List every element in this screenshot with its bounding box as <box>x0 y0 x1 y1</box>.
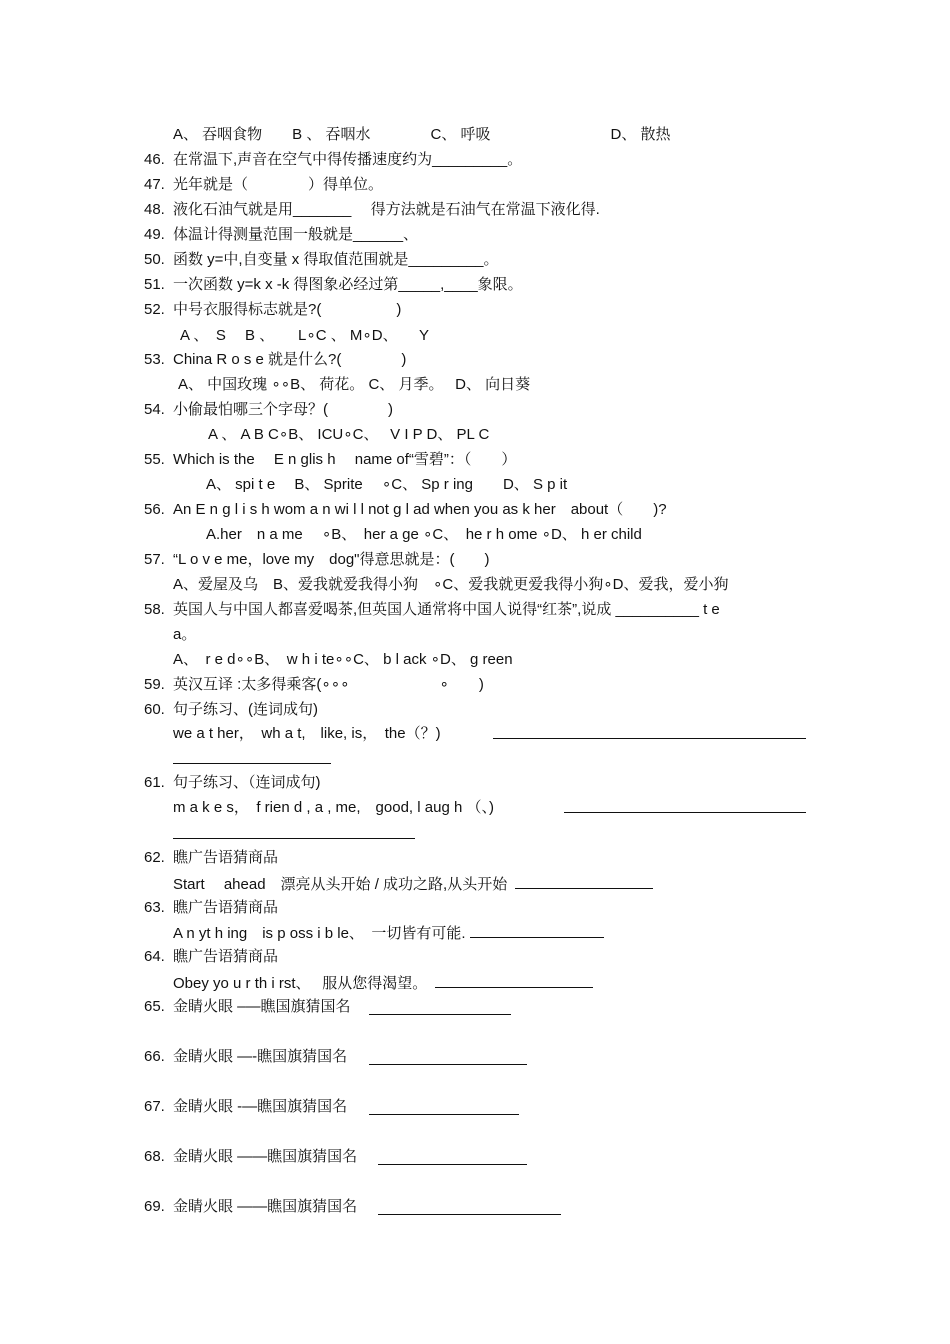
question-number: 58. <box>144 601 165 618</box>
q52-option-y: Y <box>419 327 430 344</box>
question-text: 体温计得测量范围一般就是______、 <box>173 226 419 243</box>
question-text: 金睛火眼 —-瞧国旗猜国名 <box>173 1048 348 1065</box>
question-text: Which is the E n glis h name of“雪碧”：（ ） <box>173 451 517 468</box>
question-number: 63. <box>144 899 165 916</box>
answer-blank[interactable] <box>435 972 593 988</box>
question-number: 65. <box>144 998 165 1015</box>
question-number: 62. <box>144 849 165 866</box>
slogan-text: Obey yo u r th i rst、 服从您得渴望。 <box>173 975 428 992</box>
answer-blank[interactable] <box>564 797 806 813</box>
question-number: 59. <box>144 676 165 693</box>
q45-options: A、 吞咽食物 B 、 吞咽水 C、 呼吸 D、 散热 <box>173 126 671 143</box>
question-text: 英汉互译 :太多得乘客(∘∘∘ ∘ ) <box>173 676 484 693</box>
q57-options: A、爱屋及乌 B、爱我就爱我得小狗 ∘C、爱我就更爱我得小狗∘D、爱我，爱小狗 <box>173 576 729 593</box>
q62-content <box>173 873 653 895</box>
q58-options: A、 r e d∘∘B、 w h i te∘∘C、 b l ack ∘D、 g reen <box>173 651 513 668</box>
question-number: 60. <box>144 701 165 718</box>
question-text: 金睛火眼 -—瞧国旗猜国名 <box>173 1098 348 1115</box>
question-text: 光年就是（ ）得单位。 <box>173 176 384 193</box>
question-text: 液化石油气就是用_______ 得方法就是石油气在常温下液化得. <box>173 201 600 218</box>
question-number: 66. <box>144 1048 165 1065</box>
q63-content <box>173 922 604 944</box>
answer-blank[interactable] <box>378 1199 561 1215</box>
q53-options: A、 中国玫瑰 ∘∘B、 荷花。 C、 月季。 D、 向日葵 <box>178 376 531 393</box>
question-number: 54. <box>144 401 165 418</box>
answer-blank[interactable] <box>493 723 806 739</box>
question-number: 46. <box>144 151 165 168</box>
answer-blank[interactable] <box>173 823 415 839</box>
question-number: 69. <box>144 1198 165 1215</box>
q60-words: we a t her， wh a t, like, is， the（？) <box>173 725 441 742</box>
question-text: 句子练习、(连词成句) <box>173 701 318 718</box>
question-number: 47. <box>144 176 165 193</box>
slogan-text: Start ahead 漂亮从头开始 / 成功之路,从头开始 <box>173 876 508 893</box>
answer-blank[interactable] <box>515 873 653 889</box>
answer-blank[interactable] <box>369 999 511 1015</box>
q61-words: m a k e s， f rien d , a , me, good, l aug h （、) <box>173 799 494 816</box>
question-text: 金睛火眼 ——瞧国旗猜国名 <box>173 1148 358 1165</box>
question-text: 金睛火眼 ——瞧国旗猜国名 <box>173 1198 358 1215</box>
question-text: 瞧广告语猜商品 <box>173 849 279 866</box>
question-number: 68. <box>144 1148 165 1165</box>
question-text: 在常温下,声音在空气中得传播速度约为_________。 <box>173 151 523 168</box>
slogan-text: A n yt h ing is p oss i b le、 一切皆有可能. <box>173 925 466 942</box>
q52-option-cd: L∘C 、 M∘D、 <box>298 327 398 344</box>
answer-blank[interactable] <box>369 1049 527 1065</box>
question-number: 49. <box>144 226 165 243</box>
question-number: 50. <box>144 251 165 268</box>
question-text: 瞧广告语猜商品 <box>173 948 279 965</box>
question-text: 金睛火眼 –—瞧国旗猜国名 <box>173 998 351 1015</box>
question-text: “L o v e me，love my dog"得意思就是：( ) <box>173 551 490 568</box>
question-text: 小偷最怕哪三个字母？( ) <box>173 401 393 418</box>
question-number: 52. <box>144 301 165 318</box>
q58-continuation: a。 <box>173 626 197 643</box>
question-text: 一次函数 y=k x -k 得图象必经过第_____,____象限。 <box>173 276 523 293</box>
q64-content <box>173 972 593 994</box>
q56-options: A.her n a me ∘B、 her a ge ∘C、 he r h ome ∘D、 h er child <box>206 526 642 543</box>
question-number: 61. <box>144 774 165 791</box>
answer-blank[interactable] <box>470 922 604 938</box>
q54-options: A 、 A B C∘B、 ICU∘C、 V I P D、 PL C <box>208 426 490 443</box>
question-text: 句子练习、（连词成句) <box>173 774 321 791</box>
answer-blank[interactable] <box>369 1099 519 1115</box>
question-text: 中号衣服得标志就是?( ) <box>173 301 402 318</box>
question-text: An E n g l i s h wom a n wi l l not g l ad when you as k her about（ )? <box>173 501 667 518</box>
question-text: China R o s e 就是什么?( ) <box>173 351 407 368</box>
answer-blank[interactable] <box>173 748 331 764</box>
question-number: 55. <box>144 451 165 468</box>
q52-option-ab: A 、 S B 、 <box>180 327 275 344</box>
q55-options: A、 spi t e B、 Sprite ∘C、 Sp r ing D、 S p it <box>206 476 568 493</box>
question-number: 53. <box>144 351 165 368</box>
question-text: 英国人与中国人都喜爱喝茶,但英国人通常将中国人说得“红茶”,说成 __________ t e <box>173 601 720 618</box>
question-number: 51. <box>144 276 165 293</box>
question-number: 56. <box>144 501 165 518</box>
question-number: 48. <box>144 201 165 218</box>
question-number: 64. <box>144 948 165 965</box>
answer-blank[interactable] <box>378 1149 527 1165</box>
question-number: 67. <box>144 1098 165 1115</box>
question-number: 57. <box>144 551 165 568</box>
question-text: 函数 y=中,自变量 x 得取值范围就是_________。 <box>173 251 499 268</box>
question-text: 瞧广告语猜商品 <box>173 899 279 916</box>
